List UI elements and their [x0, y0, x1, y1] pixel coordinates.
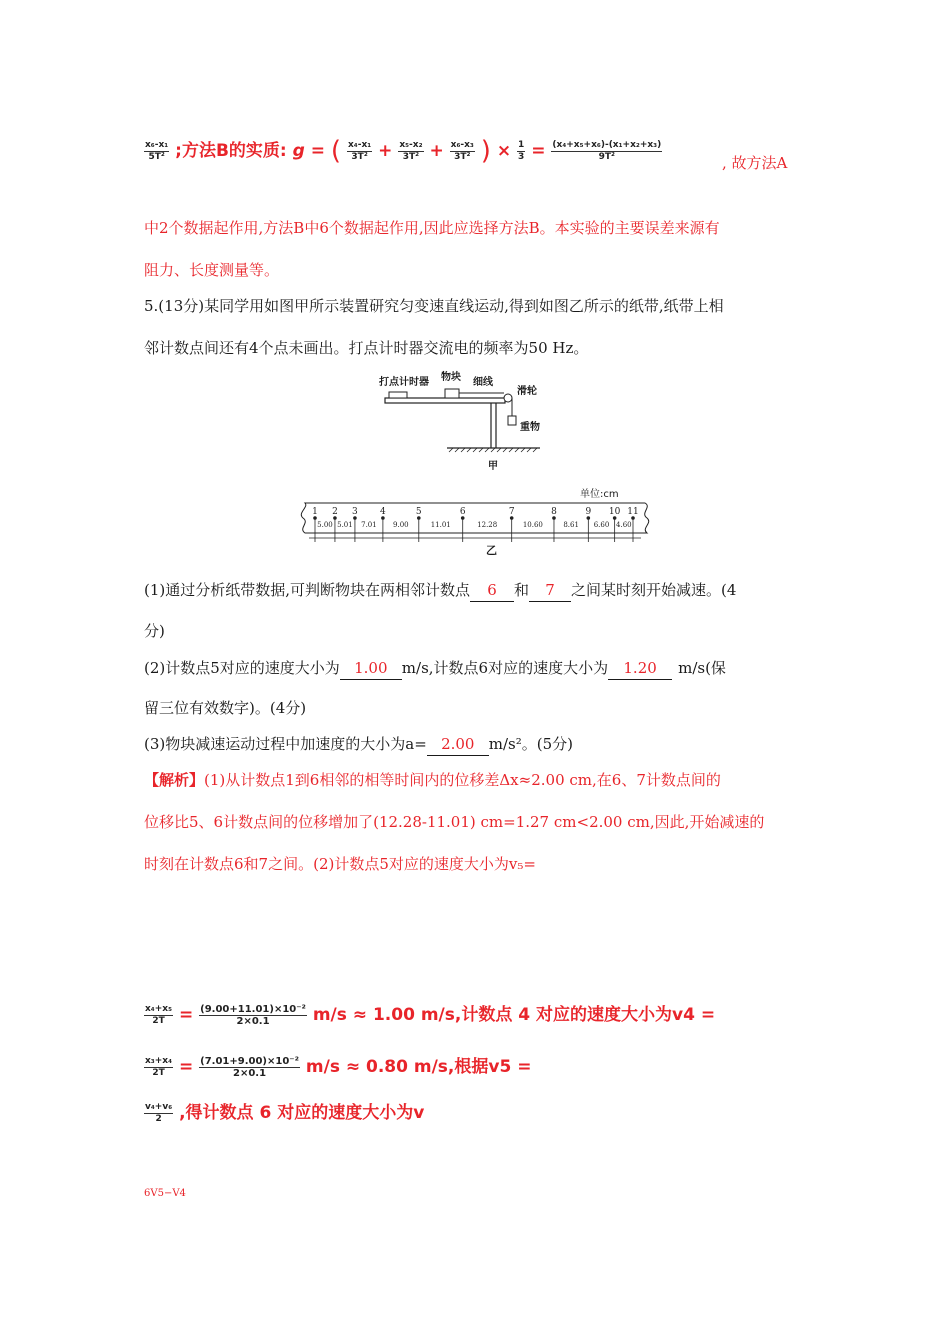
unit-label: 单位:cm: [580, 489, 619, 500]
sub-question-1-cont: 分): [144, 622, 165, 640]
fraction-1: $\frac{\text{x₄-x₁}}{\text{3T²}}$: [347, 139, 372, 162]
label-pulley: 滑轮: [517, 386, 537, 397]
tape-segment-label: 10.60: [522, 521, 543, 529]
sub-question-2-cont: 留三位有效数字)。(4分): [144, 699, 307, 717]
tape-segment-label: 11.01: [430, 521, 451, 529]
g-symbol: g =: [292, 141, 325, 161]
para1-line2: 阻力、长度测量等。: [144, 261, 280, 279]
sub-question-1: (1)通过分析纸带数据,可判断物块在两相邻计数点 6 和 7 之间某时刻开始减速。(4: [144, 579, 736, 602]
tape-point-label-4: 4: [380, 507, 386, 517]
fraction-2: $\frac{\text{x₅-x₂}}{\text{3T²}}$: [399, 139, 423, 162]
tape-point-label-9: 9: [585, 507, 592, 517]
tape-point-label-8: 8: [551, 507, 557, 517]
caption-jia: 甲: [488, 461, 498, 472]
method-a-tail: , 故方法A: [722, 154, 788, 172]
tape-segment-label: 12.28: [477, 521, 498, 529]
figure-yi: [295, 485, 655, 560]
label-weight: 重物: [520, 422, 540, 433]
analysis-tag: 【解析】: [144, 771, 205, 789]
figure-jia: [375, 368, 555, 478]
formula-v4: $\frac{\text{x₃+x₄}}{2T}$ = $\frac{\text{(7.01+9.00)×10⁻²}}{2\times 0.1}$ m/s ≈ 0.80 m/s,根据v5 =: [145, 1055, 532, 1079]
answer-2a: 1.00: [340, 657, 402, 680]
tape-point-label-6: 6: [459, 507, 466, 517]
tape-point-label-2: 2: [332, 507, 338, 517]
tape-point-label-5: 5: [415, 507, 422, 517]
top-formula: $\frac{\text{x₆-x₁}}{\text{5T²}}$ ;方法B的实质: g = ( $\frac{\text{x₄-x₁}}{\text{3T²}}$ + $\frac{\text{x₅-x₂}}{\text{3T²}}$ + $\frac{\text{x₆-x₃}}{\text{3T²}}$ ) × $\frac{1}{3}$ = $\frac{\text{(x₄+x₅+x₆)-(x₁+x₂+x₃)}}{\text{9T²}}$: [145, 136, 662, 166]
tape-segment-label: 7.01: [361, 521, 377, 529]
tape-segment-label: 4.60: [616, 521, 632, 529]
tape-point-label-3: 3: [352, 507, 358, 517]
tape-point-label-11: 11: [627, 507, 639, 517]
tape-segment-label: 6.60: [593, 521, 610, 529]
answer-1b: 7: [529, 579, 571, 602]
answer-2b: 1.20: [608, 657, 672, 680]
footer-text: 6V5−V4: [144, 1188, 186, 1199]
label-block: 物块: [441, 372, 461, 383]
question-5-line1: 5.(13分)某同学用如图甲所示装置研究匀变速直线运动,得到如图乙所示的纸带,纸带上相: [144, 297, 724, 315]
sub-question-3: (3)物块减速运动过程中加速度的大小为a= 2.00 m/s²。(5分): [144, 733, 573, 756]
tape-segment-label: 8.61: [563, 521, 579, 529]
tape-segment-label: 5.01: [337, 521, 353, 529]
sub-question-2: (2)计数点5对应的速度大小为 1.00 m/s,计数点6对应的速度大小为 1.20 m/s(保: [144, 657, 726, 680]
tape-segment-label: 5.00: [317, 521, 333, 529]
formula-v5: $\frac{\text{x₄+x₅}}{2T}$ = $\frac{\text{(9.00+11.01)×10⁻²}}{2\times 0.1}$ m/s ≈ 1.00 m/s,计数点 4 对应的速度大小为v4 =: [145, 1003, 716, 1027]
question-5-line2: 邻计数点间还有4个点未画出。打点计时器交流电的频率为50 Hz。: [144, 339, 589, 357]
fraction-third: $\frac{1}{3}$: [518, 139, 525, 162]
analysis-line2: 位移比5、6计数点间的位移增加了(12.28-11.01) cm=1.27 cm<2.00 cm,因此,开始减速的: [144, 813, 765, 831]
tape-segment-label: 9.00: [393, 521, 409, 529]
answer-1a: 6: [470, 579, 514, 602]
label-string: 细线: [473, 377, 493, 388]
analysis-line3: 时刻在计数点6和7之间。(2)计数点5对应的速度大小为v₅=: [144, 855, 536, 873]
tape-point-label-10: 10: [608, 507, 621, 517]
fraction-result: $\frac{\text{(x₄+x₅+x₆)-(x₁+x₂+x₃)}}{\text{9T²}}$: [552, 139, 662, 162]
formula-v6: $\frac{\text{v₄+v₆}}{2}$ ,得计数点 6 对应的速度大小为v: [145, 1101, 425, 1124]
label-timer: 打点计时器: [379, 377, 429, 388]
tape-point-label-7: 7: [508, 507, 515, 517]
answer-3: 2.00: [427, 733, 489, 756]
para1-line1: 中2个数据起作用,方法B中6个数据起作用,因此应选择方法B。本实验的主要误差来源有: [144, 219, 720, 237]
lead-fraction: $\frac{\text{x₆-x₁}}{\text{5T²}}$: [145, 139, 169, 162]
tape-point-label-1: 1: [312, 507, 318, 517]
method-b-label: ;方法B的实质:: [175, 141, 287, 161]
caption-yi: 乙: [486, 544, 497, 557]
analysis-line1: 【解析】(1)从计数点1到6相邻的相等时间内的位移差Δx≈2.00 cm,在6、7计数点间的: [144, 771, 721, 789]
fraction-3: $\frac{\text{x₆-x₃}}{\text{3T²}}$: [450, 139, 474, 162]
